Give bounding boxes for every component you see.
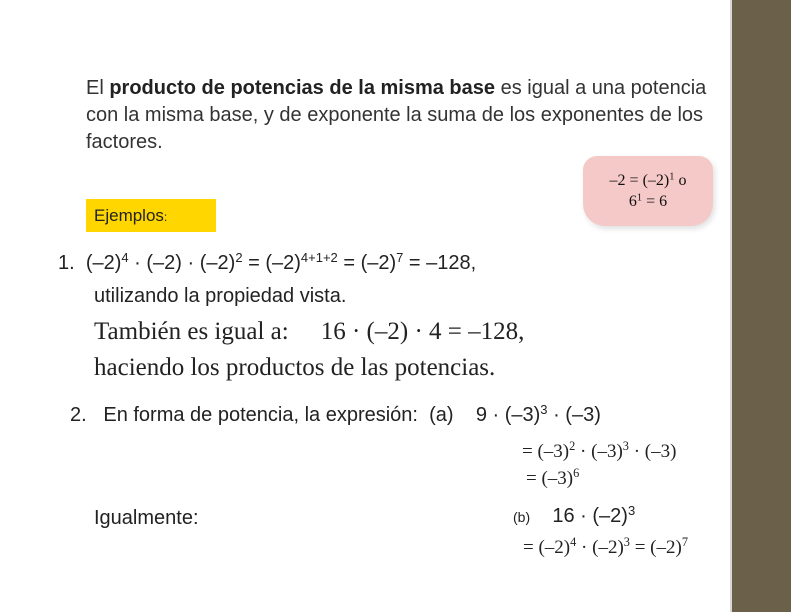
callout-line-1: $-2 = (-2)^1$ o	[609, 171, 687, 189]
example-2a-step-2: = $(-3)^6$	[526, 466, 580, 489]
side-accent-bar	[732, 0, 791, 612]
definition-bold-phrase: producto de potencias de la misma base	[109, 77, 496, 99]
exponent-one-callout	[583, 156, 713, 226]
example-1-expression: 1. $(-2)^4 \cdot (-2) \cdot (-2)^2 = (-2)^{4+1+2} = (-2)^7 = -128$,	[58, 249, 477, 274]
definition-paragraph: El producto de potencias de la misma base es igual a una potencia con la misma base, y de exponente la suma de los exponentes de los factores.	[86, 77, 707, 153]
example-2a-step-1: = $(-3)^2 \cdot (-3)^3 \cdot (-3)$	[522, 439, 677, 462]
examples-badge: Ejemplos:	[86, 199, 216, 232]
example-2b-expression: (b) $16 \cdot (-2)^3$	[513, 502, 636, 527]
example-2b-result: = $(-2)^4 \cdot (-2)^3 = (-2)^7$	[523, 535, 688, 558]
example-1-alternative: También es igual a: 16 · (–2) · 4 = –128,	[94, 318, 525, 345]
example-2-statement: 2. En forma de potencia, la expresión: (a) $9 \cdot (-3)^3 \cdot (-3)$	[70, 401, 601, 426]
also-label: Igualmente:	[94, 507, 199, 529]
callout-line-2: $6^1 = 6$	[628, 192, 668, 210]
example-1-alternative-explanation: haciendo los productos de las potencias.	[94, 354, 496, 381]
example-1-explanation: utilizando la propiedad vista.	[94, 285, 347, 307]
